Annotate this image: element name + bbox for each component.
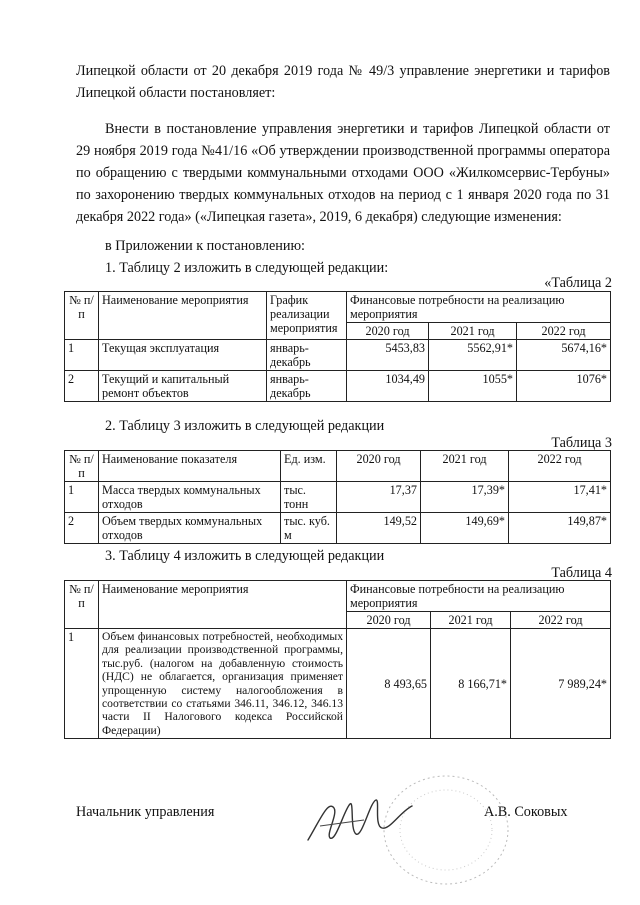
cell-name: Объем твердых коммунальных отходов bbox=[99, 513, 281, 544]
cell-num: 1 bbox=[65, 482, 99, 513]
cell-2020: 1034,49 bbox=[347, 371, 429, 402]
cell-unit: тыс. тонн bbox=[281, 482, 337, 513]
table-3 bbox=[64, 450, 611, 544]
table-4-header-name: Наименование мероприятия bbox=[99, 581, 347, 629]
table-row bbox=[65, 482, 611, 513]
table-2-header-2021: 2021 год bbox=[429, 323, 517, 340]
item-3-line: 3. Таблицу 4 изложить в следующей редакции bbox=[105, 548, 385, 564]
cell-2020: 149,52 bbox=[337, 513, 421, 544]
cell-unit: тыс. куб. м bbox=[281, 513, 337, 544]
table-row bbox=[65, 371, 611, 402]
cell-2021: 1055* bbox=[429, 371, 517, 402]
table-4-header-2020: 2020 год bbox=[347, 612, 431, 629]
table-2-header-name: Наименование мероприятия bbox=[99, 292, 267, 340]
table-2-header-finance: Финансовые потребности на реализацию мероприятия bbox=[347, 292, 611, 323]
table-row bbox=[65, 629, 611, 739]
signature-mark bbox=[300, 790, 420, 850]
cell-num: 1 bbox=[65, 340, 99, 371]
cell-2021: 149,69* bbox=[421, 513, 509, 544]
cell-name: Масса твердых коммунальных отходов bbox=[99, 482, 281, 513]
table-4-header-2022: 2022 год bbox=[511, 612, 611, 629]
cell-2022: 17,41* bbox=[509, 482, 611, 513]
cell-num: 2 bbox=[65, 371, 99, 402]
table-2 bbox=[64, 291, 611, 402]
cell-num: 2 bbox=[65, 513, 99, 544]
signature-position: Начальник управления bbox=[76, 804, 215, 820]
table-3-caption: Таблица 3 bbox=[551, 435, 612, 451]
table-3-header-2022: 2022 год bbox=[509, 451, 611, 482]
cell-name: Текущая эксплуатация bbox=[99, 340, 267, 371]
table-3-header-2020: 2020 год bbox=[337, 451, 421, 482]
intro-paragraph: Липецкой области от 20 декабря 2019 года № 49/3 управление энергетики и тарифов Липецкой области постановляет: bbox=[76, 63, 610, 101]
cell-name: Объем финансовых потребностей, необходимых для реализации производственной программы, тыс.руб. (налогом на добавленную стоимость (НДС) не облагается, организация применяет упрощенную систему налогообложения в соответствии со статьями 346.11, 346.12, 346.13 части II Налогового кодекса Российской Федерации) bbox=[99, 629, 347, 739]
item-2-line: 2. Таблицу 3 изложить в следующей редакции bbox=[105, 418, 385, 434]
cell-2021: 5562,91* bbox=[429, 340, 517, 371]
table-3-header-2021: 2021 год bbox=[421, 451, 509, 482]
table-3-header-name: Наименование показателя bbox=[99, 451, 281, 482]
table-row bbox=[65, 340, 611, 371]
cell-2022: 1076* bbox=[517, 371, 611, 402]
cell-name: Текущий и капитальный ремонт объектов bbox=[99, 371, 267, 402]
table-4 bbox=[64, 580, 611, 739]
table-4-header-finance: Финансовые потребности на реализацию мероприятия bbox=[347, 581, 611, 612]
signature-name: А.В. Соковых bbox=[484, 804, 568, 820]
table-2-header-num: № п/п bbox=[65, 292, 99, 340]
cell-2022: 5674,16* bbox=[517, 340, 611, 371]
annex-line: в Приложении к постановлению: bbox=[105, 238, 305, 254]
item-1-line: 1. Таблицу 2 изложить в следующей редакции: bbox=[105, 260, 389, 276]
cell-num: 1 bbox=[65, 629, 99, 739]
cell-2022: 7 989,24* bbox=[511, 629, 611, 739]
table-2-header-2020: 2020 год bbox=[347, 323, 429, 340]
cell-2021: 17,39* bbox=[421, 482, 509, 513]
table-4-header-2021: 2021 год bbox=[431, 612, 511, 629]
cell-2020: 5453,83 bbox=[347, 340, 429, 371]
table-row bbox=[65, 513, 611, 544]
table-3-header-unit: Ед. изм. bbox=[281, 451, 337, 482]
table-3-header-num: № п/п bbox=[65, 451, 99, 482]
cell-2022: 149,87* bbox=[509, 513, 611, 544]
table-4-caption: Таблица 4 bbox=[551, 565, 612, 581]
amendment-paragraph: Внести в постановление управления энергетики и тарифов Липецкой области от 29 ноября 2019 года №41/16 «Об утверждении производственной программы оператора по обращению с твердыми коммунальными отходами ООО «Жилкомсервис-Тербуны» по захоронению твердых коммунальных отходов на период с 1 января 2020 года по 31 декабря 2022 года» («Липецкая газета», 2019, 6 декабря) следующие изменения: bbox=[76, 121, 610, 225]
cell-2020: 17,37 bbox=[337, 482, 421, 513]
cell-schedule: январь-декабрь bbox=[267, 371, 347, 402]
table-4-header-num: № п/п bbox=[65, 581, 99, 629]
cell-2021: 8 166,71* bbox=[431, 629, 511, 739]
cell-schedule: январь-декабрь bbox=[267, 340, 347, 371]
table-2-header-schedule: График реализации мероприятия bbox=[267, 292, 347, 340]
cell-2020: 8 493,65 bbox=[347, 629, 431, 739]
table-2-header-2022: 2022 год bbox=[517, 323, 611, 340]
table-2-caption: «Таблица 2 bbox=[544, 275, 612, 291]
